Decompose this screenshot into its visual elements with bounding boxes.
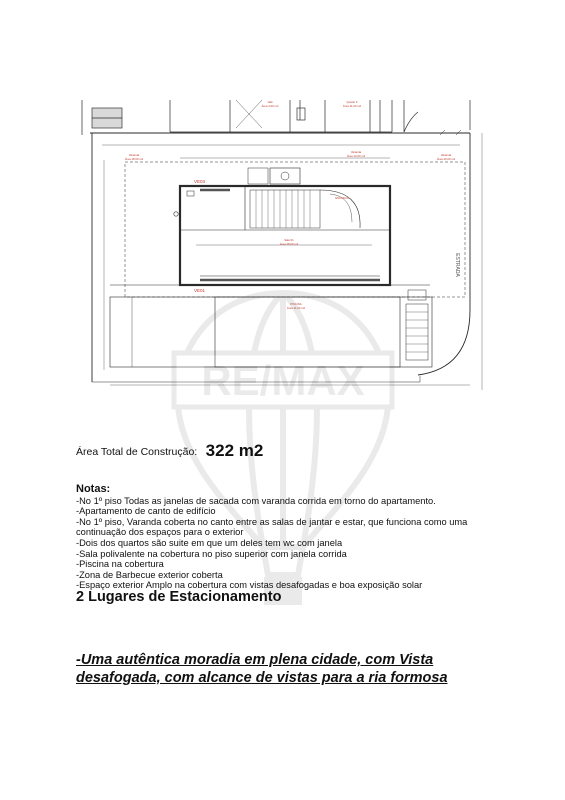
note-line: -Zona de Barbecue exterior coberta	[76, 569, 223, 580]
note-line: continuação dos espaços para o exterior	[76, 527, 244, 538]
note-line: -No 1º piso, Varanda coberta no canto entre as salas de jantar e estar, que funciona como uma	[76, 516, 468, 527]
notes-title: Notas:	[76, 483, 111, 495]
plan-area-varanda-right: Área 20,00 m2	[436, 157, 456, 161]
note-line: -Dois dos quartos são suite em que um deles tem wc com janela	[76, 537, 343, 548]
notes-section	[76, 484, 496, 591]
note-line: -Sala polivalente na cobertura no piso superior com janela corrida	[76, 548, 347, 559]
plan-label-quarto: Quarto 3	[346, 100, 358, 104]
parking-heading: 2 Lugares de Estacionamento	[76, 589, 282, 605]
plan-area-quarto: Área 11,00 m2	[342, 104, 362, 108]
plan-area-piscina: Área 11,00 m2	[286, 306, 306, 310]
tagline	[76, 651, 448, 687]
plan-area-varanda-left: Área 18,60 m2	[124, 157, 144, 161]
plan-label-hall: Hall	[267, 100, 273, 104]
plan-label-varanda-left: Varanda	[128, 153, 140, 157]
plan-label-sala: Sala 01	[284, 238, 294, 242]
plan-label-ve01: VE01	[194, 288, 206, 293]
plan-label-stairs: ESCADAS	[335, 196, 349, 200]
note-line: -No 1º piso Todas as janelas de sacada com varanda corrida em torno do apartamento.	[76, 495, 436, 506]
watermark-text: RE/MAX	[201, 357, 365, 404]
construction-area-value: 322 m2	[205, 441, 264, 460]
plan-area-varanda-center: Área 13,00 m2	[346, 154, 366, 158]
note-line: -Piscina na cobertura	[76, 559, 164, 570]
plan-area-sala: Área 28,00 m2	[279, 242, 299, 246]
plan-label-ve03: VE03	[194, 179, 206, 184]
plan-label-varanda-right: Varanda	[440, 153, 452, 157]
tagline-line-2: desafogada, com alcance de vistas para a ria formosa	[76, 670, 448, 686]
note-line: -Apartamento de canto de edifício	[76, 506, 216, 517]
construction-area	[76, 440, 263, 460]
plan-label-street: ESTRADA	[454, 253, 460, 277]
tagline-line-1: -Uma autêntica moradia em plena cidade, com Vista	[76, 652, 434, 668]
plan-label-varanda-center: Varanda	[350, 150, 362, 154]
plan-area-hall: Área 4,00 m2	[261, 104, 279, 108]
construction-area-label: Área Total de Construção:	[76, 446, 198, 458]
note-line: -Espaço exterior Amplo na cobertura com vistas desafogadas e boa exposição solar	[76, 580, 423, 591]
plan-label-piscina: PISCINA	[290, 302, 302, 306]
